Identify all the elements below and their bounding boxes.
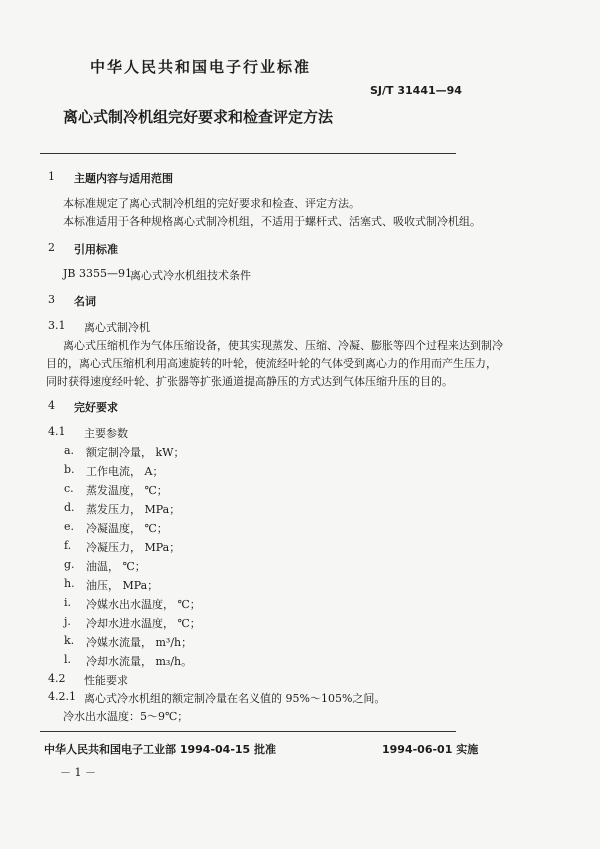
param-text: 油温， ℃； <box>86 560 146 573</box>
definition-line: 同时获得速度经叶轮、扩张器等扩张通道提高静压的方式达到气体压缩升压的目的。 <box>46 375 453 388</box>
subsection-4-2-number: 4.2 <box>48 672 66 685</box>
clause-continuation-line: 冷水出水温度：5～9℃； <box>63 710 189 723</box>
subsection-3-1-heading: 离心式制冷机 <box>84 321 150 334</box>
section-1-paragraph: 本标准规定了离心式制冷机组的完好要求和检查、评定方法。 <box>63 197 360 210</box>
header-divider <box>40 153 456 154</box>
clause-4-2-1-number: 4.2.1 <box>48 690 76 703</box>
param-letter: j. <box>64 615 71 628</box>
param-text: 冷却水流量， m₃/h。 <box>86 655 193 668</box>
definition-line: 目的，离心式压缩机利用高速旋转的叶轮，使流经叶轮的气体受到离心力的作用而产生压力， <box>46 357 497 370</box>
section-2-number: 2 <box>48 241 55 254</box>
footer-divider <box>40 731 456 732</box>
param-letter: e. <box>64 520 75 533</box>
reference-title: 离心式冷水机组技术条件 <box>130 269 251 282</box>
approval-line: 中华人民共和国电子工业部 1994-04-15 批准 <box>44 743 277 756</box>
param-text: 冷却水进水温度， ℃； <box>86 617 201 630</box>
section-1-paragraph: 本标准适用于各种规格离心式制冷机组，不适用于螺杆式、活塞式、吸收式制冷机组。 <box>63 215 481 228</box>
reference-code: JB 3355—91 <box>63 267 132 280</box>
section-3-heading: 名词 <box>74 295 96 308</box>
document-title: 离心式制冷机组完好要求和检查评定方法 <box>63 108 334 126</box>
param-letter: a. <box>64 444 75 457</box>
param-text: 冷媒水出水温度， ℃； <box>86 598 201 611</box>
subsection-3-1-number: 3.1 <box>48 319 66 332</box>
param-text: 工作电流， A； <box>86 465 164 478</box>
definition-line: 离心式压缩机作为气体压缩设备，使其实现蒸发、压缩、冷凝、膨胀等四个过程来达到制冷 <box>63 339 503 352</box>
param-text: 冷媒水流量， m³/h； <box>86 636 193 649</box>
standard-code: SJ/T 31441—94 <box>370 84 462 97</box>
param-text: 额定制冷量， kW； <box>86 446 185 459</box>
subsection-4-1-heading: 主要参数 <box>84 427 128 440</box>
subsection-4-2-heading: 性能要求 <box>84 674 128 687</box>
param-letter: c. <box>64 482 74 495</box>
section-3-number: 3 <box>48 293 55 306</box>
param-text: 蒸发压力， MPa； <box>86 503 181 516</box>
param-letter: b. <box>64 463 75 476</box>
section-1-heading: 主题内容与适用范围 <box>74 172 173 185</box>
effective-date: 1994-06-01 实施 <box>382 743 479 756</box>
param-text: 冷凝温度， ℃； <box>86 522 168 535</box>
param-letter: d. <box>64 501 75 514</box>
param-letter: i. <box>64 596 72 609</box>
section-4-number: 4 <box>48 399 55 412</box>
section-4-heading: 完好要求 <box>74 401 118 414</box>
param-letter: f. <box>64 539 72 552</box>
section-2-heading: 引用标准 <box>74 243 118 256</box>
param-text: 油压， MPa； <box>86 579 159 592</box>
subsection-4-1-number: 4.1 <box>48 425 66 438</box>
section-1-number: 1 <box>48 170 55 183</box>
issuing-standard-header: 中华人民共和国电子行业标准 <box>90 58 312 76</box>
param-letter: k. <box>64 634 75 647</box>
param-letter: g. <box>64 558 75 571</box>
page-number: － 1 － <box>60 766 96 779</box>
param-letter: h. <box>64 577 75 590</box>
param-text: 蒸发温度， ℃； <box>86 484 168 497</box>
param-text: 冷凝压力， MPa； <box>86 541 181 554</box>
clause-4-2-1-text: 离心式冷水机组的额定制冷量在名义值的 95%～105%之间。 <box>84 692 386 705</box>
param-letter: l. <box>64 653 72 666</box>
